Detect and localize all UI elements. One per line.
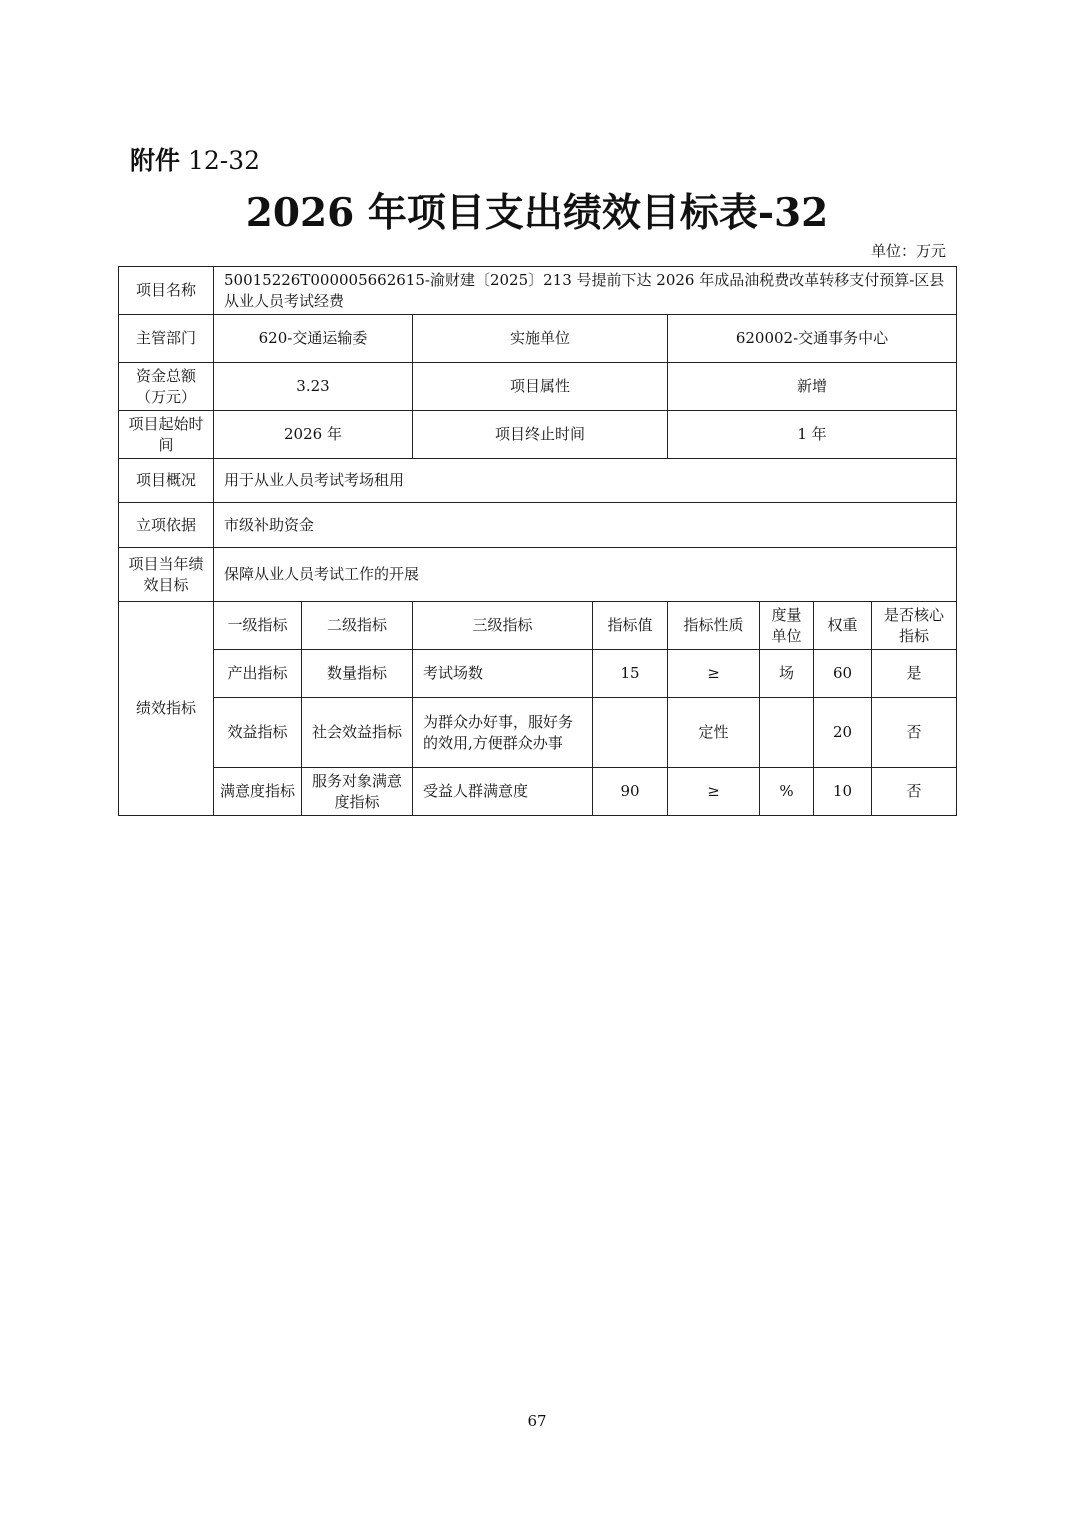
row-basis [119, 503, 957, 548]
cell-nature: ≥ [668, 768, 760, 816]
cell-level3: 受益人群满意度 [413, 768, 593, 816]
attachment-label [130, 144, 260, 178]
cell-level2: 数量指标 [302, 650, 413, 698]
cell-level3: 为群众办好事，服好务的效用,方便群众办事 [413, 698, 593, 768]
page-title: 2026 年项目支出绩效目标表-32 [245, 190, 829, 236]
row-funds [119, 363, 957, 411]
cell-nature: 定性 [668, 698, 760, 768]
cell-level3: 考试场数 [413, 650, 593, 698]
attachment-number: 12-32 [180, 146, 261, 175]
cell-level1: 效益指标 [214, 698, 302, 768]
cell-unit: % [760, 768, 814, 816]
cell-weight: 60 [814, 650, 872, 698]
header-weight: 权重 [814, 602, 872, 650]
end-time-label: 项目终止时间 [413, 411, 668, 459]
project-name-value: 50015226T000005662615-渝财建〔2025〕213 号提前下达 2026 年成品油税费改革转移支付预算-区县从业人员考试经费 [214, 267, 957, 315]
indicator-header-row [119, 602, 957, 650]
row-goal [119, 548, 957, 602]
overview-label: 项目概况 [119, 459, 214, 503]
cell-value: 15 [593, 650, 668, 698]
table-row [119, 650, 957, 698]
cell-level1: 产出指标 [214, 650, 302, 698]
dept-label: 主管部门 [119, 315, 214, 363]
overview-value: 用于从业人员考试考场租用 [214, 459, 957, 503]
start-time-value: 2026 年 [214, 411, 413, 459]
row-department [119, 315, 957, 363]
cell-level1: 满意度指标 [214, 768, 302, 816]
cell-level2: 社会效益指标 [302, 698, 413, 768]
cell-core: 否 [872, 768, 957, 816]
cell-weight: 10 [814, 768, 872, 816]
basis-value: 市级补助资金 [214, 503, 957, 548]
basis-label: 立项依据 [119, 503, 214, 548]
header-level2: 二级指标 [302, 602, 413, 650]
cell-unit: 场 [760, 650, 814, 698]
table-row [119, 768, 957, 816]
goal-value: 保障从业人员考试工作的开展 [214, 548, 957, 602]
cell-nature: ≥ [668, 650, 760, 698]
project-attr-value: 新增 [668, 363, 957, 411]
cell-value: 90 [593, 768, 668, 816]
row-period [119, 411, 957, 459]
header-value: 指标值 [593, 602, 668, 650]
impl-unit-value: 620002-交通事务中心 [668, 315, 957, 363]
attachment-prefix: 附件 [130, 146, 181, 175]
project-attr-label: 项目属性 [413, 363, 668, 411]
impl-unit-label: 实施单位 [413, 315, 668, 363]
cell-level2: 服务对象满意度指标 [302, 768, 413, 816]
header-nature: 指标性质 [668, 602, 760, 650]
total-funds-label: 资金总额（万元） [119, 363, 214, 411]
performance-target-table [118, 266, 957, 816]
cell-value [593, 698, 668, 768]
cell-core: 是 [872, 650, 957, 698]
cell-core: 否 [872, 698, 957, 768]
header-level1: 一级指标 [214, 602, 302, 650]
row-project-name [119, 267, 957, 315]
project-name-label: 项目名称 [119, 267, 214, 315]
total-funds-value: 3.23 [214, 363, 413, 411]
end-time-value: 1 年 [668, 411, 957, 459]
goal-label: 项目当年绩效目标 [119, 548, 214, 602]
page-number: 67 [527, 1412, 547, 1430]
start-time-label: 项目起始时间 [119, 411, 214, 459]
dept-value: 620-交通运输委 [214, 315, 413, 363]
indicators-section-label: 绩效指标 [119, 602, 214, 816]
table-row [119, 698, 957, 768]
cell-unit [760, 698, 814, 768]
row-overview [119, 459, 957, 503]
unit-label: 单位：万元 [870, 242, 946, 260]
header-level3: 三级指标 [413, 602, 593, 650]
header-unit: 度量单位 [760, 602, 814, 650]
header-core: 是否核心指标 [872, 602, 957, 650]
cell-weight: 20 [814, 698, 872, 768]
